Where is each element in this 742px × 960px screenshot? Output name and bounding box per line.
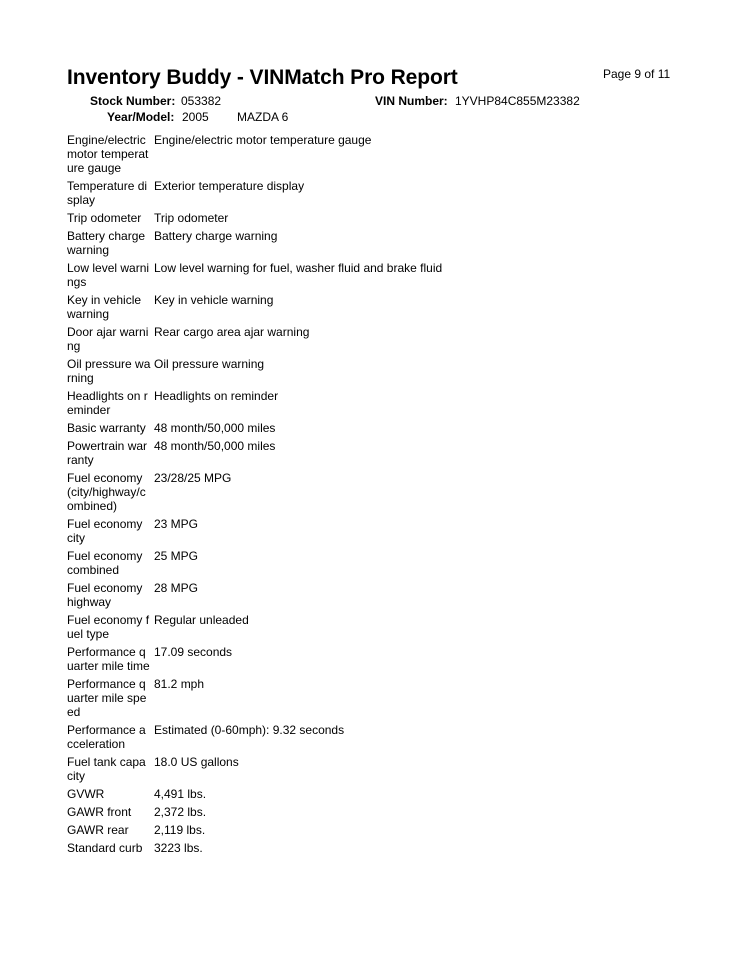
spec-label: GAWR front — [67, 805, 132, 819]
spec-value: Low level warning for fuel, washer fluid and brake fluid — [154, 261, 443, 275]
spec-row — [67, 389, 442, 421]
spec-row — [67, 823, 442, 841]
spec-label: Engine/electric motor temperature gauge — [67, 133, 149, 175]
spec-value: 23 MPG — [154, 517, 199, 531]
spec-row — [67, 517, 442, 549]
spec-row — [67, 325, 442, 357]
spec-value: Trip odometer — [154, 211, 229, 225]
spec-row — [67, 229, 442, 261]
spec-row — [67, 439, 442, 471]
stock-number-value: 053382 — [181, 94, 222, 108]
spec-row — [67, 293, 442, 325]
spec-row — [67, 613, 442, 645]
spec-label: GVWR — [67, 787, 105, 801]
spec-table — [67, 133, 442, 859]
spec-value: 3223 lbs. — [154, 841, 203, 855]
spec-row — [67, 261, 442, 293]
spec-row — [67, 755, 442, 787]
spec-label: Door ajar warning — [67, 325, 149, 353]
spec-value: Exterior temperature display — [154, 179, 305, 193]
spec-label: Trip odometer — [67, 211, 142, 225]
vin-number-label: VIN Number: — [375, 94, 448, 108]
spec-value: Regular unleaded — [154, 613, 249, 627]
spec-row — [67, 723, 442, 755]
spec-row — [67, 787, 442, 805]
spec-value: 2,119 lbs. — [154, 823, 206, 837]
report-title: Inventory Buddy - VINMatch Pro Report — [67, 66, 458, 89]
spec-value: Key in vehicle warning — [154, 293, 274, 307]
spec-value: Headlights on reminder — [154, 389, 279, 403]
stock-number-label: Stock Number: — [90, 94, 176, 108]
spec-label: Fuel economy (city/highway/combined) — [67, 471, 146, 513]
spec-row — [67, 677, 442, 723]
spec-label: Powertrain warranty — [67, 439, 148, 467]
spec-value: 17.09 seconds — [154, 645, 233, 659]
spec-label: Basic warranty — [67, 421, 146, 435]
spec-label: Temperature display — [67, 179, 148, 207]
spec-value: 48 month/50,000 miles — [154, 421, 276, 435]
spec-label: Low level warnings — [67, 261, 150, 289]
spec-label: Performance acceleration — [67, 723, 146, 751]
spec-row — [67, 841, 442, 859]
spec-value: 81.2 mph — [154, 677, 205, 691]
spec-label: Performance quarter mile speed — [67, 677, 147, 719]
vin-number-value: 1YVHP84C855M23382 — [455, 94, 580, 108]
year-model-label: Year/Model: — [107, 110, 175, 124]
spec-value: Rear cargo area ajar warning — [154, 325, 310, 339]
spec-value: Estimated (0-60mph): 9.32 seconds — [154, 723, 345, 737]
spec-label: Fuel economy fuel type — [67, 613, 150, 641]
spec-label: Fuel economy city — [67, 517, 143, 545]
spec-row — [67, 133, 442, 179]
spec-value: 2,372 lbs. — [154, 805, 207, 819]
spec-value: Engine/electric motor temperature gauge — [154, 133, 372, 147]
spec-label: Fuel economy highway — [67, 581, 143, 609]
spec-row — [67, 471, 442, 517]
spec-value: Oil pressure warning — [154, 357, 265, 371]
spec-value: 28 MPG — [154, 581, 199, 595]
spec-label: Battery charge warning — [67, 229, 146, 257]
model-value: MAZDA 6 — [237, 110, 289, 124]
spec-value: 23/28/25 MPG — [154, 471, 232, 485]
spec-row — [67, 805, 442, 823]
spec-row — [67, 549, 442, 581]
page-indicator: Page 9 of 11 — [603, 67, 671, 81]
spec-label: Fuel tank capacity — [67, 755, 146, 783]
spec-value: 25 MPG — [154, 549, 199, 563]
spec-row — [67, 179, 442, 211]
spec-row — [67, 211, 442, 229]
spec-value: 4,491 lbs. — [154, 787, 207, 801]
spec-label: Key in vehicle warning — [67, 293, 142, 321]
spec-label: Headlights on reminder — [67, 389, 148, 417]
spec-row — [67, 645, 442, 677]
spec-label: Standard curb — [67, 841, 143, 855]
year-value: 2005 — [182, 110, 209, 124]
spec-value: Battery charge warning — [154, 229, 278, 243]
spec-value: 48 month/50,000 miles — [154, 439, 276, 453]
spec-label: Fuel economy combined — [67, 549, 143, 577]
spec-row — [67, 357, 442, 389]
spec-row — [67, 421, 442, 439]
spec-label: Performance quarter mile time — [67, 645, 150, 673]
spec-value: 18.0 US gallons — [154, 755, 239, 769]
spec-label: Oil pressure warning — [67, 357, 151, 385]
spec-label: GAWR rear — [67, 823, 129, 837]
spec-row — [67, 581, 442, 613]
